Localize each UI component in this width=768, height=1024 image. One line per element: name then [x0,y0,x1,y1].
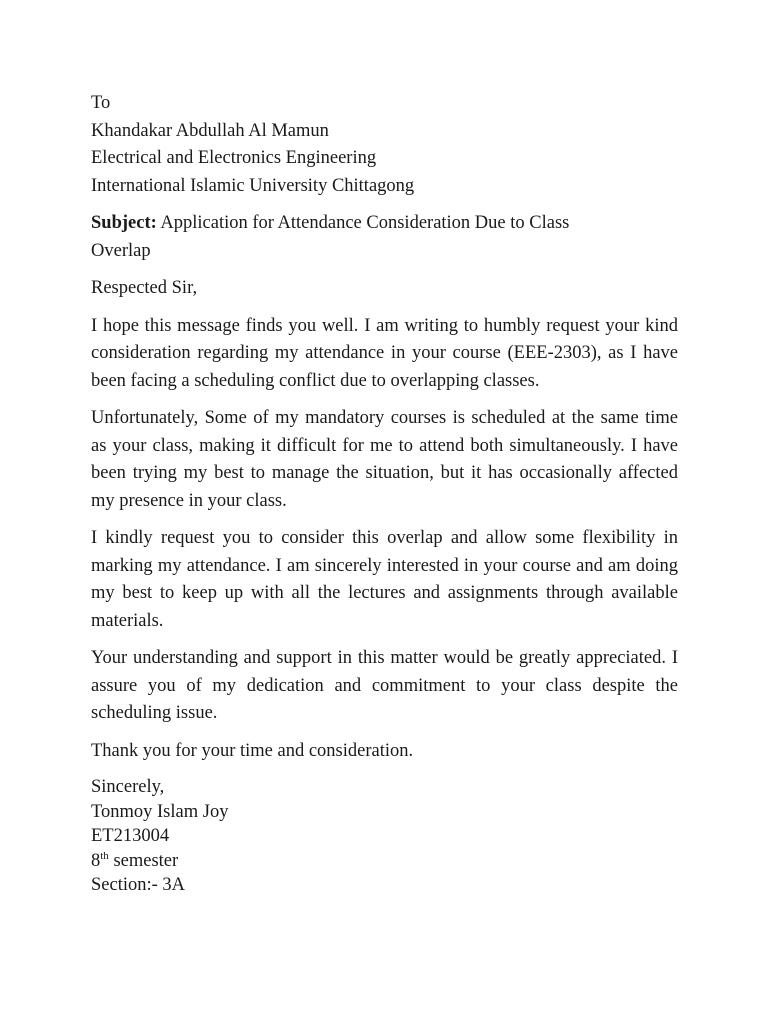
recipient-university: International Islamic University Chittagong [91,175,415,196]
letter-page [91,90,678,898]
sender-id: ET213004 [91,826,170,846]
recipient-to: To [91,93,111,113]
subject-block [91,210,678,265]
body-paragraph-5: Thank you for your time and consideration. [91,740,414,761]
recipient-department: Electrical and Electronics Engineering [91,148,377,168]
semester-word: semester [108,850,179,871]
recipient-block [91,90,678,200]
subject-text: Application for Attendance Consideration Due to Class [156,213,570,233]
subject-line-1 [91,210,678,238]
recipient-name: Khandakar Abdullah Al Mamun [91,120,329,141]
sender-name: Tonmoy Islam Joy [91,801,229,822]
signature-block [91,775,678,898]
subject-line-2: Overlap [91,240,151,261]
body-paragraph-1: I hope this message finds you well. I am writing to humbly request your kind consideration regarding my attendance in your course (EEE-2303), as I have been facing a scheduling conflict due to overlapping classes. [91,315,678,391]
subject-label: Subject: [91,213,157,233]
sender-semester [91,849,678,874]
sender-section: Section:- 3A [91,875,186,895]
body-paragraph-4: Your understanding and support in this matter would be greatly appreciated. I assure you of my dedication and commitment to your class despite the scheduling issue. [91,648,678,723]
closing: Sincerely, [91,777,165,797]
body-paragraph-2: Unfortunately, Some of my mandatory courses is scheduled at the same time as your class, making it difficult for me to attend both simultaneously. I have been trying my best to manage the situation, but it has occasionally affected my presence in your class. [91,408,678,511]
semester-suffix: th [100,849,109,862]
semester-number: 8 [91,850,101,871]
body-paragraph-3: I kindly request you to consider this overlap and allow some flexibility in marking my attendance. I am sincerely interested in your course and am doing my best to keep up with all the lectures and assignments through available materials. [91,528,678,631]
salutation: Respected Sir, [91,278,198,298]
